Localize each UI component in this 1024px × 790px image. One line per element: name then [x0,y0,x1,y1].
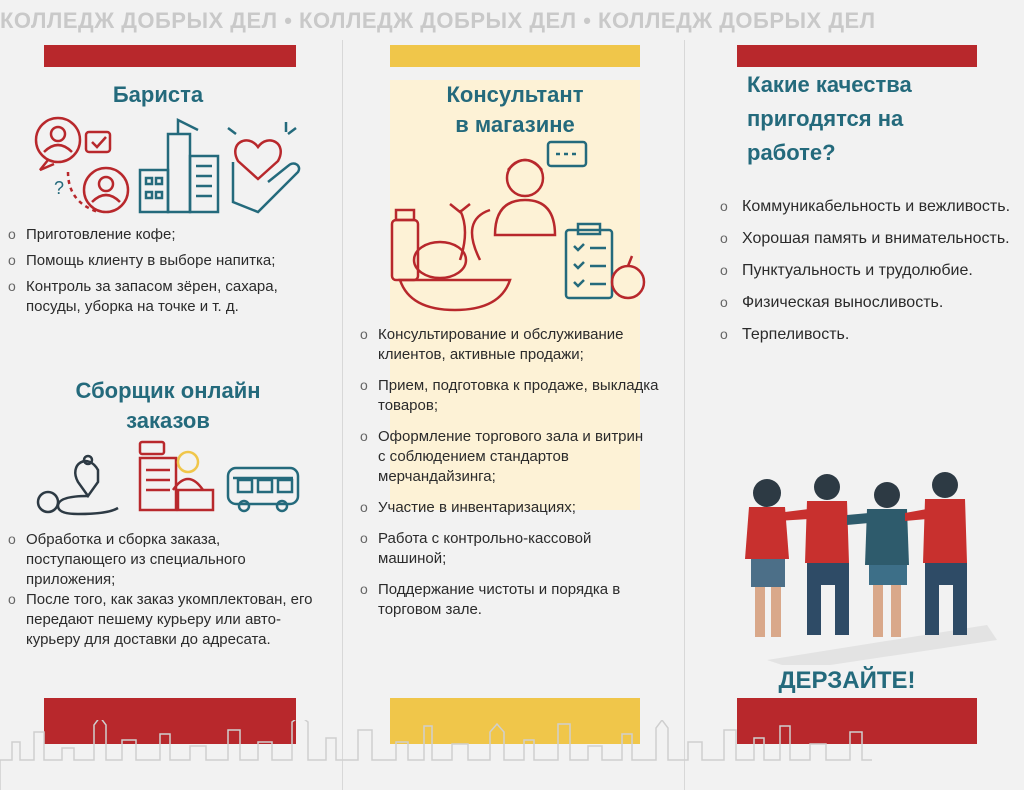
list-item: o Помощь клиенту в выборе напитка; [8,251,318,271]
consultant-icon [495,142,586,235]
list-item: o Хорошая память и внимательность. [720,227,1010,251]
order-clerk-icon [140,442,213,510]
person-figure [905,472,967,635]
column-consultant [350,40,680,790]
barista-duties-list [8,225,318,317]
list-item: o Приготовление кофе; [8,225,318,245]
checklist-apple-icon [566,224,644,298]
consultant-duties-list [360,325,660,620]
consultant-title [395,80,635,139]
picker-title-line2: заказов [126,407,210,433]
list-item: o Поддержание чистоты и порядка в торговом зале. [360,580,660,620]
list-item: o Прием, подготовка к продаже, выкладка товаров; [360,376,660,416]
list-item: o Коммуникабельность и вежливость. [720,195,1010,219]
city-buildings-icon [140,120,218,212]
column-qualities [692,40,1022,790]
column-barista [8,40,338,790]
person-figure [847,482,909,637]
fold-divider [342,40,343,790]
list-item: o Работа с контрольно-кассовой машиной; [360,529,660,569]
picker-icons [28,440,328,520]
group-of-friends-illustration [727,465,1007,665]
consultant-title-line1: Консультант [446,82,584,107]
list-item: o Пунктуальность и трудолюбие. [720,259,1010,283]
person-figure [745,479,789,637]
top-bar [390,45,640,67]
bus-icon [228,468,298,511]
list-item: o Физическая выносливость. [720,291,1010,315]
top-bar [737,45,977,67]
slogan: ДЕРЗАЙТЕ! [778,667,916,694]
header-banner: КОЛЛЕДЖ ДОБРЫХ ДЕЛ • КОЛЛЕДЖ ДОБРЫХ ДЕЛ • КОЛЛЕДЖ ДОБРЫХ ДЕЛ [0,8,876,33]
list-item: o Терпеливость. [720,323,1010,347]
route-map-icon [38,456,118,514]
city-skyline-decoration [0,720,1024,790]
top-bar [44,45,296,67]
grocery-bowl-icon [392,204,510,310]
fold-divider [684,40,685,790]
qualities-title-line2: пригодятся на [747,106,904,132]
barista-icons [28,112,328,217]
barista-title: Бариста [112,82,204,107]
consultant-title-line2: в магазине [455,111,575,137]
qualities-title-line3: работе? [747,140,836,166]
list-item: o Участие в инвентаризациях; [360,498,660,518]
list-item: o Оформление торгового зала и витрин с соблюдением стандартов мерчандайзинга; [360,427,648,487]
consultant-icons [380,140,660,315]
hand-heart-icon [228,122,299,212]
chat-people-icon [36,118,128,212]
picker-title [38,376,298,435]
qualities-title [747,68,977,170]
list-item: o Контроль за запасом зёрен, сахара, посуды, уборка на точке и т. д. [8,277,318,317]
list-item: o Консультирование и обслуживание клиентов, активные продажи; [360,325,660,365]
list-item: o Обработка и сборка заказа, поступающего из специального приложения; [8,530,323,590]
list-item: o После того, как заказ укомплектован, его передают пешему курьеру или авто-курьеру для доставки до адресата. [8,590,323,650]
picker-duties-list [8,530,323,650]
picker-title-line1: Сборщик онлайн [75,378,261,403]
svg-text:?: ? [54,178,65,198]
qualities-list [720,195,1010,347]
qualities-title-line1: Какие качества [747,72,912,97]
